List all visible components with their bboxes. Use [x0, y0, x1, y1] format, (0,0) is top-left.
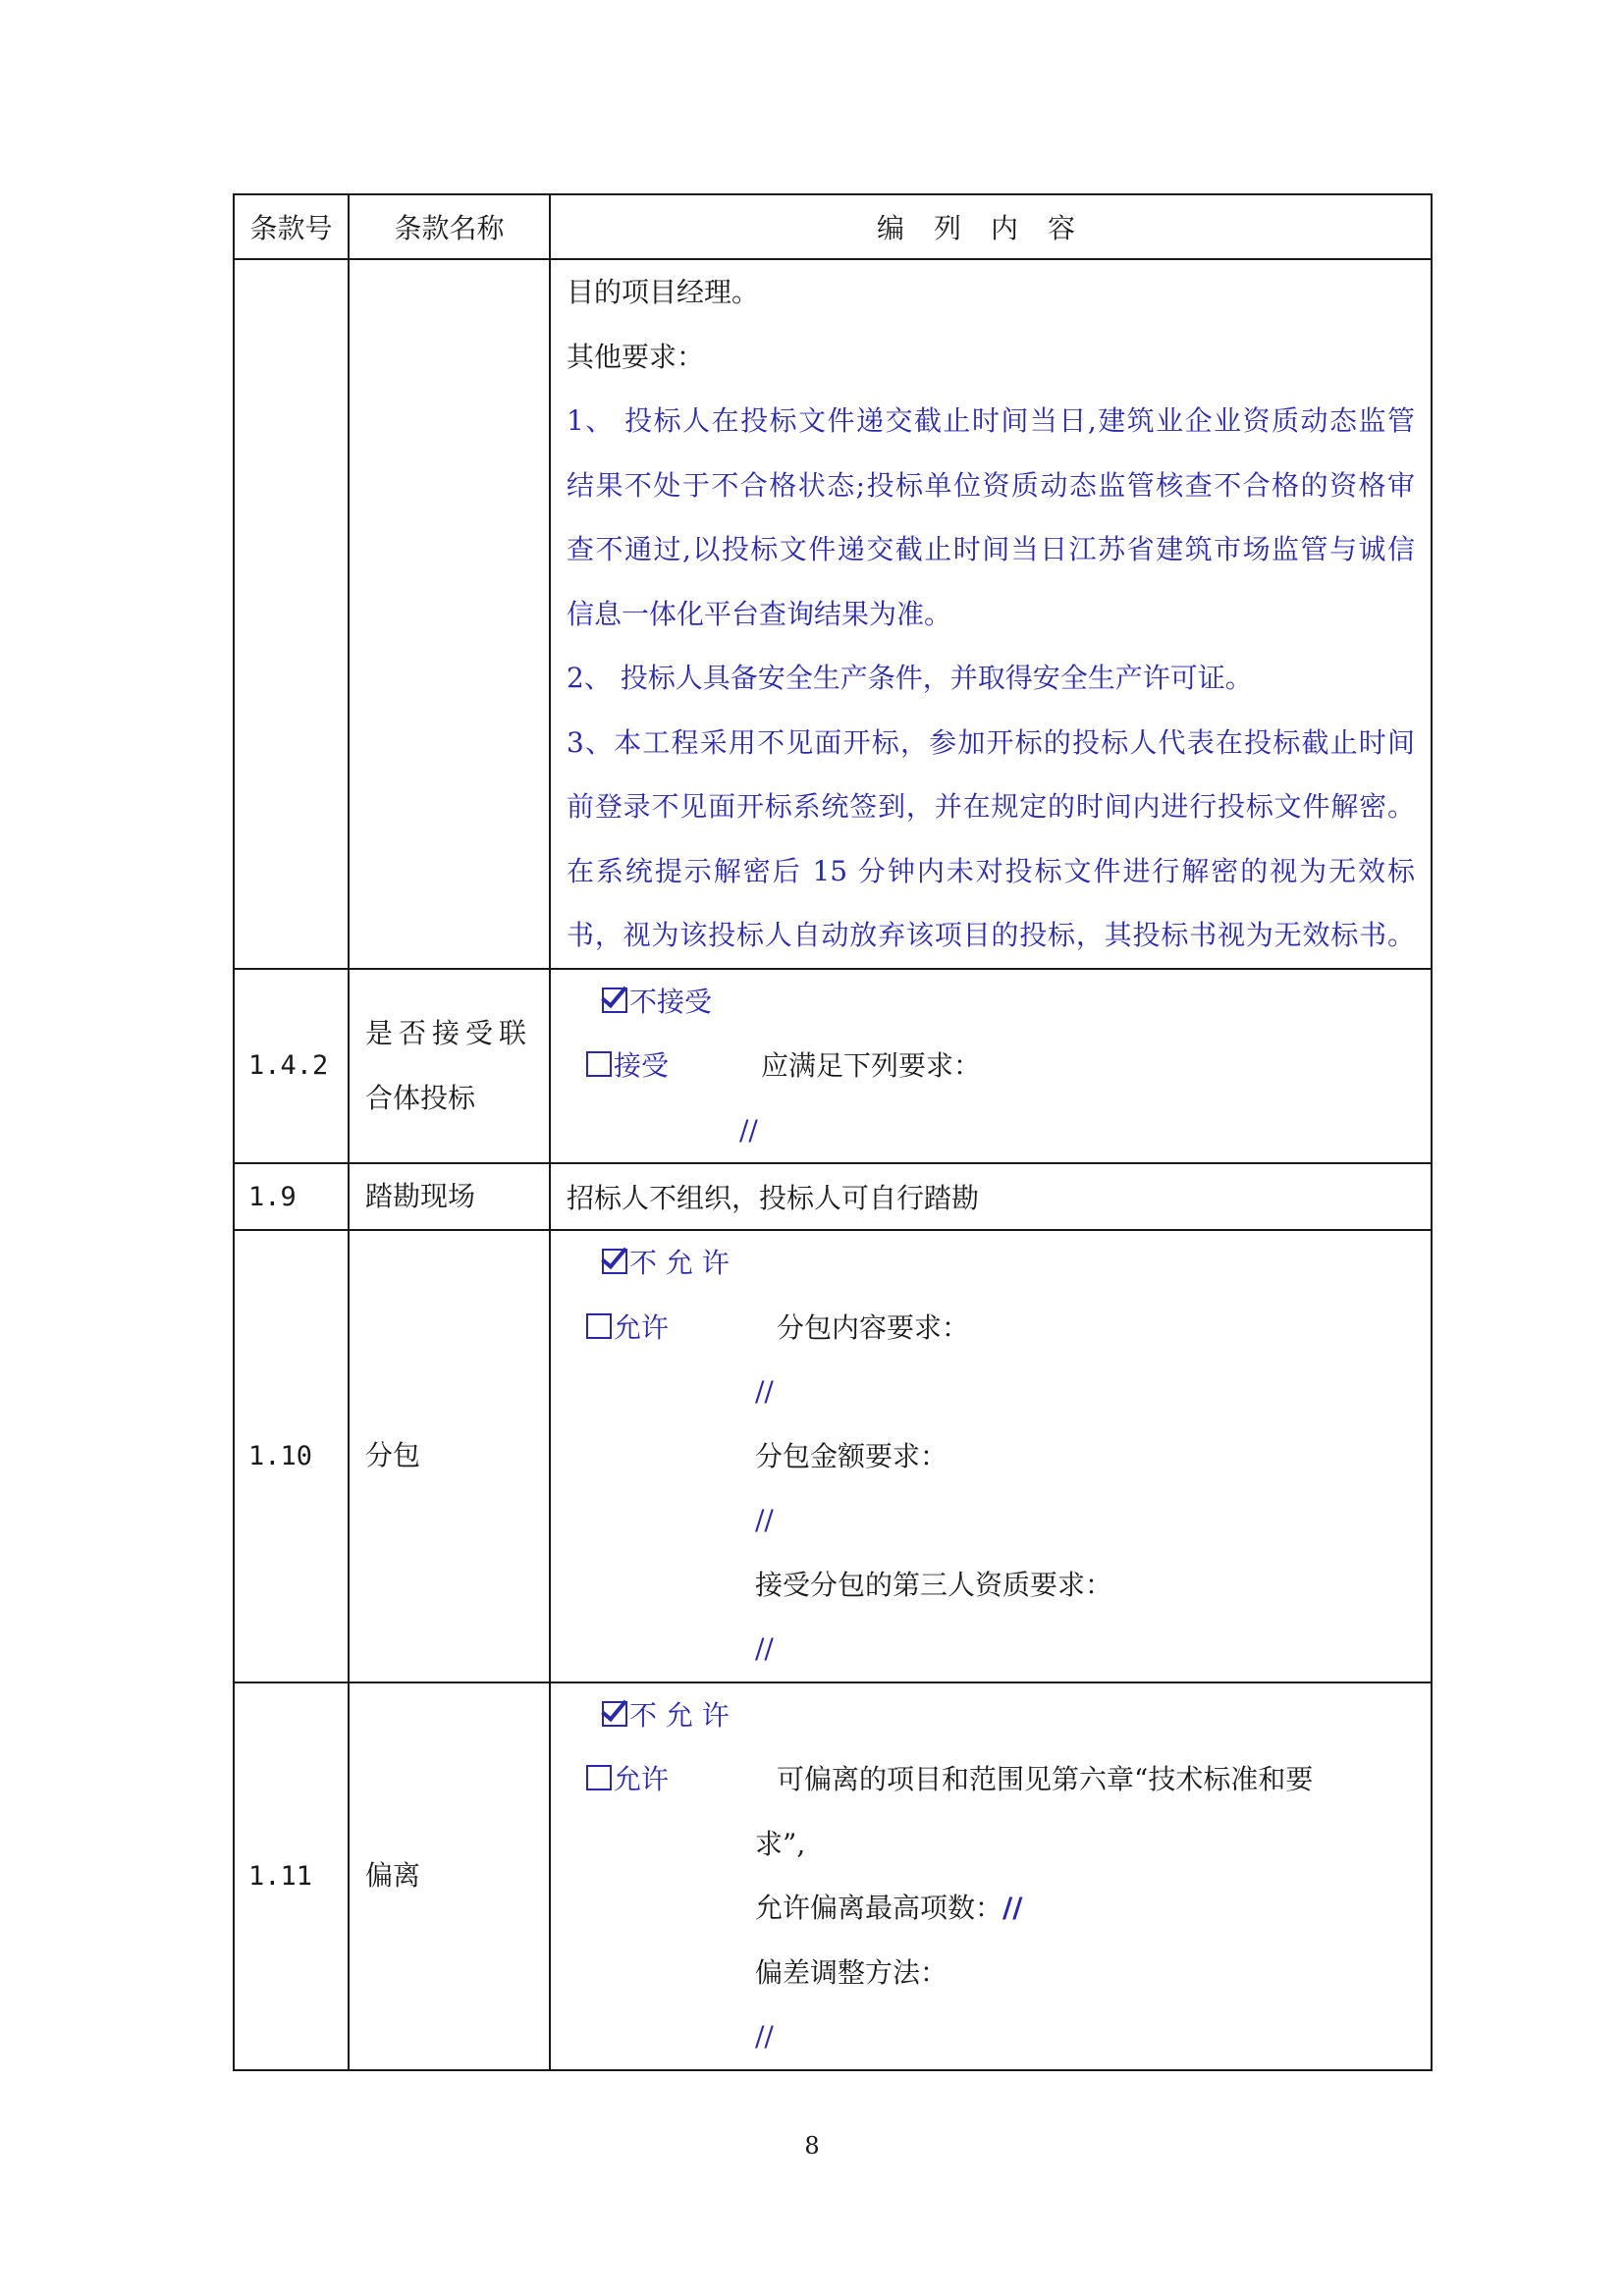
option-label: 允许	[614, 1763, 670, 1795]
content-line: 其他要求：	[567, 340, 705, 373]
page-number: 8	[804, 2132, 820, 2160]
method-label: 偏差调整方法：	[755, 1955, 948, 1989]
clause-name	[349, 969, 550, 1164]
clause-number: 1.4.2	[234, 969, 349, 1164]
requirement-line: 前登录不见面开标系统签到，并在规定的时间内进行投标文件解密。	[567, 790, 1415, 823]
table-row-1-4-2	[234, 969, 1432, 1164]
header-clause-no: 条款号	[234, 194, 349, 259]
content-line: 目的项目经理。	[567, 276, 760, 308]
requirement-line: 查不通过,以投标文件递交截止时间当日江苏省建筑市场监管与诚信	[567, 533, 1415, 565]
clause-content: 招标人不组织，投标人可自行踏勘	[550, 1163, 1432, 1230]
item-value: //	[755, 1504, 774, 1536]
table-row-1-9	[234, 1163, 1432, 1230]
item-label: 分包内容要求：	[777, 1310, 970, 1344]
item-value: //	[755, 1632, 774, 1665]
unchecked-checkbox-icon[interactable]	[586, 1313, 612, 1339]
requirement-label: 应满足下列要求：	[761, 1049, 982, 1082]
requirement-line: 1、 投标人在投标文件递交截止时间当日,建筑业企业资质动态监管	[567, 404, 1415, 437]
requirement-line: 书，视为该投标人自动放弃该项目的投标，其投标书视为无效标书。	[567, 919, 1415, 951]
scope-text: 可偏离的项目和范围见第六章“技术标准和要	[777, 1763, 1314, 1795]
clause-number: 1.11	[234, 1682, 349, 2070]
requirement-line: 2、 投标人具备安全生产条件，并取得安全生产许可证。	[567, 662, 1253, 694]
option-label: 接受	[614, 1049, 670, 1082]
clause-content	[550, 1682, 1432, 2070]
scope-text: 求”,	[755, 1827, 806, 1860]
option-label: 不 允 许	[629, 1698, 730, 1732]
requirement-line: 结果不处于不合格状态;投标单位资质动态监管核查不合格的资格审	[567, 468, 1415, 502]
option-label: 允许	[614, 1310, 670, 1344]
cell-content-continuation	[550, 259, 1432, 969]
max-deviation-label: 允许偏离最高项数：	[755, 1892, 1003, 1924]
clause-name-line: 合体投标	[365, 1081, 476, 1114]
unchecked-checkbox-icon[interactable]	[586, 1765, 612, 1790]
option-label: 不接受	[629, 985, 713, 1018]
requirement-line: 信息一体化平台查询结果为准。	[567, 597, 952, 630]
item-label: 分包金额要求：	[755, 1439, 948, 1472]
cell-no-empty	[234, 259, 349, 969]
unchecked-checkbox-icon[interactable]	[586, 1051, 612, 1077]
requirement-value: //	[739, 1113, 758, 1147]
cell-name-empty	[349, 259, 550, 969]
table-row-continuation	[234, 259, 1432, 969]
option-label: 不 允 许	[629, 1247, 730, 1279]
checked-checkbox-icon[interactable]	[602, 988, 627, 1013]
clause-number: 1.10	[234, 1230, 349, 1682]
clause-content	[550, 969, 1432, 1164]
requirement-line: 在系统提示解密后 15 分钟内未对投标文件进行解密的视为无效标	[567, 854, 1415, 887]
checked-checkbox-icon[interactable]	[602, 1249, 627, 1274]
item-label: 接受分包的第三人资质要求：	[755, 1568, 1113, 1601]
header-content: 编列内容	[550, 194, 1432, 259]
clause-name: 分包	[349, 1230, 550, 1682]
requirement-line: 3、本工程采用不见面开标，参加开标的投标人代表在投标截止时间	[567, 725, 1415, 759]
item-value: //	[755, 1375, 774, 1408]
method-value: //	[755, 2020, 774, 2053]
checked-checkbox-icon[interactable]	[602, 1701, 627, 1727]
table-row-1-10	[234, 1230, 1432, 1682]
clause-name: 踏勘现场	[349, 1163, 550, 1230]
clause-number: 1.9	[234, 1163, 349, 1230]
table-header-row	[234, 194, 1432, 259]
clause-name: 偏离	[349, 1682, 550, 2070]
clause-name-line: 是否接受联	[365, 1016, 533, 1049]
clause-content	[550, 1230, 1432, 1682]
clause-table	[233, 193, 1433, 2071]
table-row-1-11	[234, 1682, 1432, 2070]
header-clause-name: 条款名称	[349, 194, 550, 259]
max-deviation-value: //	[1002, 1892, 1023, 1924]
